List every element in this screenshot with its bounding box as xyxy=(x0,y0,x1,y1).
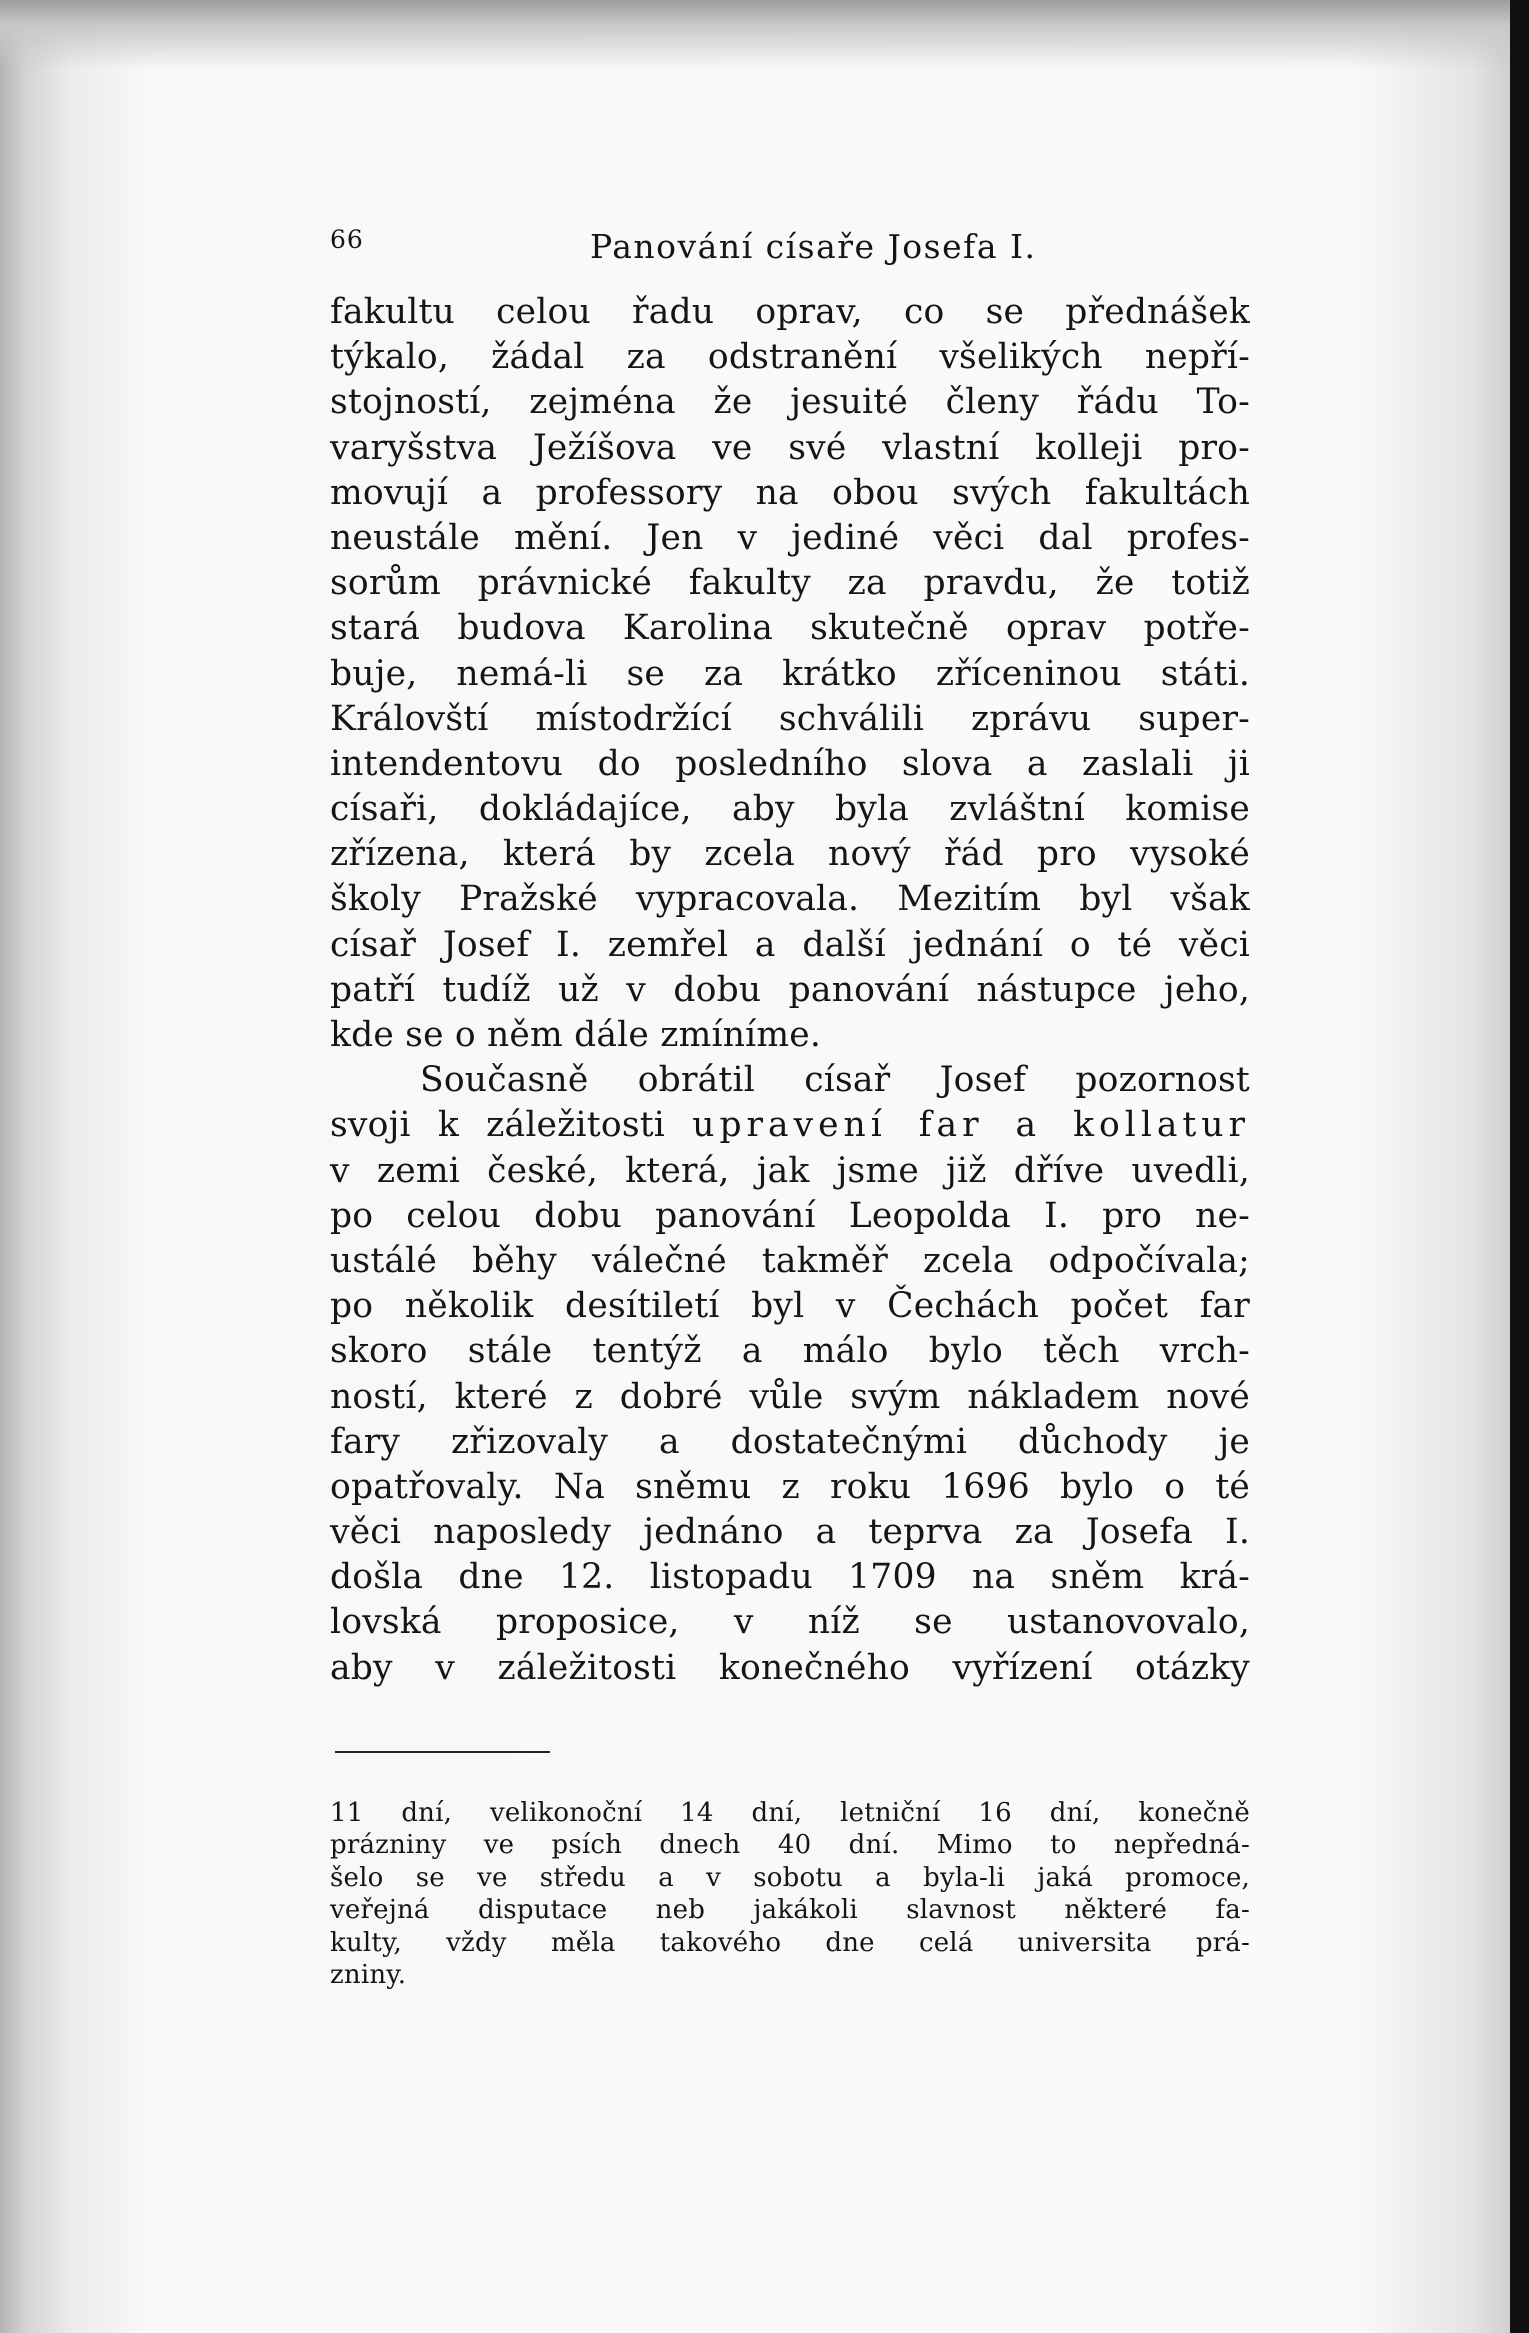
text-line: stará budova Karolina skutečně oprav potře- xyxy=(330,608,1250,649)
text-line-spaced xyxy=(330,1103,1250,1148)
footnote-line: šelo se ve středu a v sobotu a byla-li jaká promoce, xyxy=(330,1862,1250,1893)
text-line: kde se o něm dále zmíníme. xyxy=(330,1015,822,1055)
text-line: věci naposledy jednáno a teprva za Josefa I. xyxy=(330,1512,1250,1553)
text-segment: svoji k záležitosti xyxy=(330,1105,666,1146)
footnote-line: prázniny ve psích dnech 40 dní. Mimo to nepředná- xyxy=(330,1830,1250,1861)
text-line: došla dne 12. listopadu 1709 na sněm krá- xyxy=(330,1557,1250,1598)
text-line: Současně obrátil císař Josef pozornost xyxy=(420,1060,1250,1101)
text-line: školy Pražské vypracovala. Mezitím byl však xyxy=(330,879,1250,920)
text-line: lovská proposice, v níž se ustanovovalo, xyxy=(330,1602,1250,1643)
running-title: Panování císaře Josefa I. xyxy=(590,227,1037,266)
text-line: císaři, dokládajíce, aby byla zvláštní komise xyxy=(330,789,1250,830)
footnote-line: veřejná disputace neb jakákoli slavnost některé fa- xyxy=(330,1895,1250,1926)
text-line: skoro stále tentýž a málo bylo těch vrch- xyxy=(330,1331,1250,1372)
scan-edge xyxy=(1510,0,1529,2333)
text-line: sorům právnické fakulty za pravdu, že totiž xyxy=(330,563,1250,604)
footnote-line: zniny. xyxy=(330,1960,407,1991)
text-line: patří tudíž už v dobu panování nástupce jeho, xyxy=(330,969,1250,1010)
text-line: varyšstva Ježíšova ve své vlastní kolleji pro- xyxy=(330,427,1250,468)
text-line: zřízena, která by zcela nový řád pro vysoké xyxy=(330,834,1250,875)
text-line: císař Josef I. zemřel a další jednání o té věci xyxy=(330,924,1250,965)
text-line: po celou dobu panování Leopolda I. pro ne- xyxy=(330,1195,1250,1236)
body-text xyxy=(330,290,1250,1691)
text-line: buje, nemá-li se za krátko zříceninou státi. xyxy=(330,653,1250,694)
page-number: 66 xyxy=(330,225,364,254)
text-line: opatřovaly. Na sněmu z roku 1696 bylo o té xyxy=(330,1466,1250,1507)
text-line: ností, které z dobré vůle svým nákladem nové xyxy=(330,1376,1250,1417)
text-line: movují a professory na obou svých fakultách xyxy=(330,472,1250,513)
text-line: neustále mění. Jen v jediné věci dal profes- xyxy=(330,517,1250,558)
text-line: v zemi české, která, jak jsme již dříve uvedli, xyxy=(330,1150,1250,1191)
text-line: fary zřizovaly a dostatečnými důchody je xyxy=(330,1421,1250,1462)
scan-shadow xyxy=(0,0,1510,70)
footnote-line: 11 dní, velikonoční 14 dní, letniční 16 dní, konečně xyxy=(330,1797,1250,1828)
text-line: aby v záležitosti konečného vyřízení otázky xyxy=(330,1647,1250,1688)
spaced-emphasis: upravení far a kollatur xyxy=(692,1105,1250,1146)
text-line: intendentovu do posledního slova a zaslali ji xyxy=(330,743,1250,784)
page-content xyxy=(330,215,1250,1992)
footnote-line: kulty, vždy měla takového dne celá universita prá- xyxy=(330,1927,1250,1958)
footnote-divider xyxy=(335,1751,550,1753)
page-header xyxy=(330,215,1250,275)
text-line: Královští místodržící schválili zprávu super- xyxy=(330,698,1250,739)
text-line: ustálé běhy válečné takměř zcela odpočívala; xyxy=(330,1240,1250,1281)
text-line: po několik desítiletí byl v Čechách počet far xyxy=(330,1286,1250,1327)
footnote xyxy=(330,1797,1250,1992)
text-line: stojností, zejména že jesuité členy řádu To- xyxy=(330,382,1250,423)
text-line: fakultu celou řadu oprav, co se přednášek xyxy=(330,292,1250,332)
text-line: týkalo, žádal za odstranění všelikých nepří- xyxy=(330,337,1250,378)
